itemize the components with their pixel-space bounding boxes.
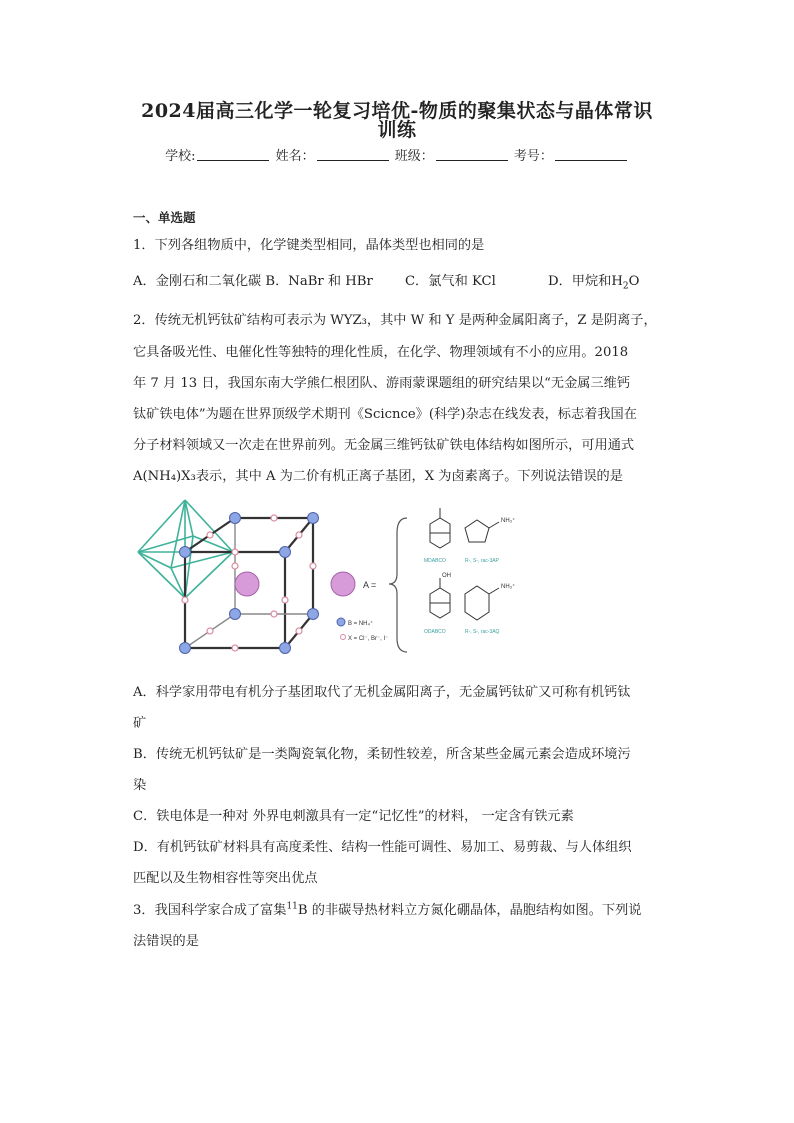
q2-option-b-line-1: B．传统无机钙钛矿是一类陶瓷氧化物，柔韧性较差，所含某些金属元素会造成环境污 bbox=[133, 747, 631, 762]
molecule-structures bbox=[430, 508, 499, 620]
name-label: 姓名： bbox=[275, 149, 315, 164]
perovskite-structure-figure bbox=[135, 498, 655, 668]
q2-line-6: A(NH₄)X₃表示，其中 A 为二价有机正离子基团，X 为卤素离子。下列说法错误的是 bbox=[133, 469, 623, 484]
q2-line-1: 2．传统无机钙钛矿结构可表示为 WYZ₃，其中 W 和 Y 是两种金属阳离子，Z 是阴离子， bbox=[133, 313, 657, 328]
mol-label-3ap: R-, S-, rac-3AP bbox=[465, 558, 499, 564]
q2-line-4: 钛矿铁电体”为题在世界顶级学术期刊《Scicnce》(科学)杂志在线发表，标志着我国在 bbox=[133, 407, 637, 422]
a-legend-label: A = bbox=[363, 580, 377, 590]
q2-option-a-line-2: 矿 bbox=[133, 716, 147, 731]
a-ion-legend bbox=[331, 572, 355, 596]
q3-line-1: 3．我国科学家合成了富集$^{11}$B 的非碳导热材料立方氮化硼晶体，晶胞结构如图。下列说 bbox=[133, 901, 642, 918]
q2-line-3: 年 7 月 13 日，我国东南大学熊仁根团队、游雨蒙课题组的研究结果以“无金属三维钙 bbox=[133, 376, 631, 391]
q3-line-2: 法错误的是 bbox=[133, 934, 199, 949]
b-legend-label: B = NH₄⁺ bbox=[348, 621, 374, 627]
a-ion-center bbox=[235, 572, 259, 596]
q2-option-a-line-1: A．科学家用带电有机分子基团取代了无机金属阳离子，无金属钙钛矿又可称有机钙钛 bbox=[133, 685, 631, 700]
class-field[interactable] bbox=[436, 148, 508, 161]
title-line-2: 训练 bbox=[377, 119, 417, 141]
number-field[interactable] bbox=[555, 148, 627, 161]
q2-option-d-line-1: D．有机钙钛矿材料具有高度柔性、结构一性能可调性、易加工、易剪裁、与人体组织 bbox=[133, 840, 632, 855]
b-legend-icon bbox=[337, 618, 345, 626]
school-field[interactable] bbox=[197, 148, 269, 161]
q1-stem: 1．下列各组物质中，化学键类型相同，晶体类型也相同的是 bbox=[133, 238, 485, 253]
q1-option-a: A．金刚石和二氧化碳 bbox=[133, 274, 262, 289]
number-label: 考号： bbox=[513, 149, 553, 164]
school-label: 学校: bbox=[165, 149, 196, 164]
q2-line-2: 它具备吸光性、电催化性等独特的理化性质，在化学、物理领域有不小的应用。2018 bbox=[133, 345, 629, 360]
q1-option-d: D．甲烷和$H_2O$ bbox=[548, 274, 640, 292]
title-line-1: 2024届高三化学一轮复习培优-物质的聚集状态与晶体常识 bbox=[141, 100, 653, 122]
q2-option-b-line-2: 染 bbox=[133, 778, 147, 793]
name-field[interactable] bbox=[317, 148, 389, 161]
oh-label: OH bbox=[442, 573, 451, 579]
mol-label-odabco: ODABCO bbox=[424, 629, 446, 635]
q1-options bbox=[133, 270, 639, 292]
mol-label-3aq: R-, S-, rac-3AQ bbox=[465, 629, 500, 635]
q2-option-d-line-2: 匹配以及生物相容性等突出优点 bbox=[133, 871, 318, 886]
nh3-label-top: NH₃⁺ bbox=[501, 518, 516, 524]
student-info bbox=[0, 145, 794, 164]
x-legend-label: X = Cl⁻, Br⁻, I⁻ bbox=[348, 636, 389, 642]
brace-icon bbox=[389, 518, 407, 652]
q1-option-b: B．NaBr 和 HBr bbox=[265, 274, 373, 289]
q2-line-5: 分子材料领域又一次走在世界前列。无金属三维钙钛矿铁电体结构如图所示，可用通式 bbox=[133, 438, 635, 453]
q2-option-c: C．铁电体是一种对 外界电刺激具有一定“记忆性”的材料， 一定含有铁元素 bbox=[133, 809, 574, 824]
nh3-label-bottom: NH₃⁺ bbox=[501, 584, 516, 590]
q1-option-c: C．氯气和 KCl bbox=[404, 274, 496, 289]
mol-label-mdabco: MDABCO bbox=[424, 558, 446, 564]
class-label: 班级： bbox=[394, 149, 434, 164]
x-legend-icon bbox=[341, 635, 346, 640]
section-heading: 一、单选题 bbox=[133, 210, 196, 225]
